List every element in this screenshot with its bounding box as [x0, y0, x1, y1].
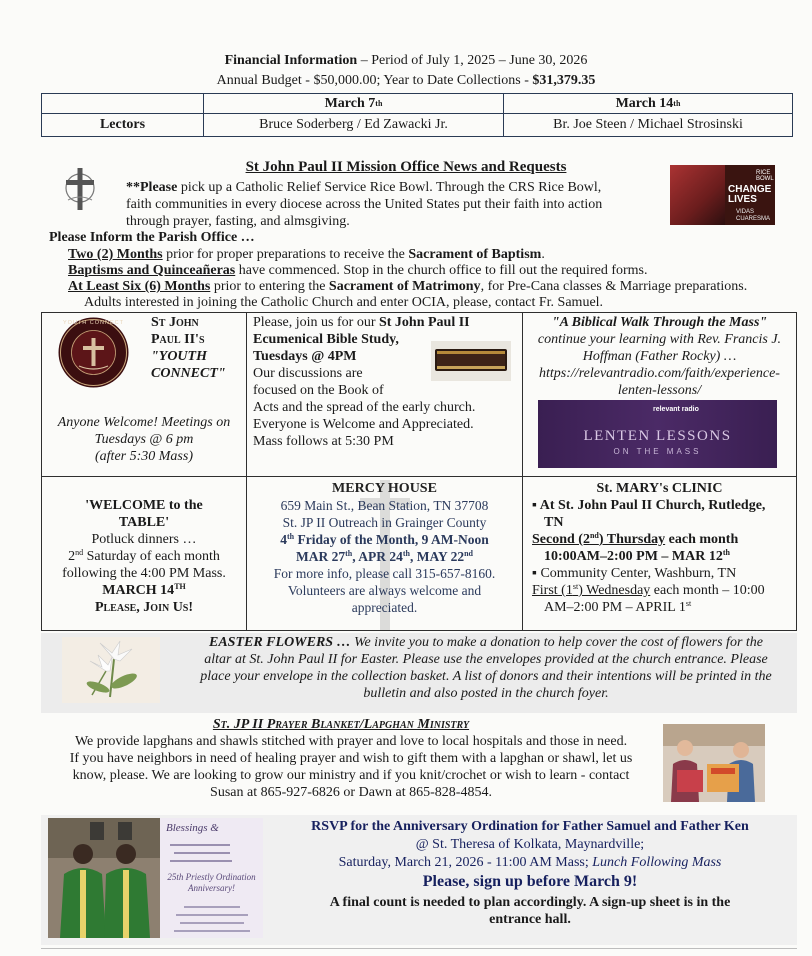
bible-study-line5: focused on the Book of: [253, 383, 384, 398]
welcome-table-line3: Potluck dinners …: [91, 532, 197, 547]
inform-parish-heading: Please Inform the Parish Office …: [49, 230, 255, 245]
relevant-radio-logo: relevant radio: [653, 406, 699, 413]
blanket-ministry-line4: Susan at 865-927-6826 or Dawn at 865-828-4854.: [210, 785, 492, 800]
welcome-table-join: Please, Join Us!: [94, 600, 194, 615]
clinic-location2: ▪ Community Center, Washburn, TN: [532, 566, 737, 581]
youth-title-3: "YOUTH: [151, 349, 207, 364]
rice-bowl-slogan-es: VIDAS CUARESMA: [736, 209, 771, 222]
lenten-lessons-subtitle: ON THE MASS: [613, 447, 702, 456]
blanket-ministry-line1: We provide lapghans and shawls stitched with prayer and love to local hospitals and those in need.: [74, 734, 628, 749]
lenten-lessons-title: LENTEN LESSONS: [583, 428, 732, 444]
lectors-names-date2: Br. Joe Steen / Michael Strosinski: [553, 117, 743, 132]
rsvp-date: Saturday, March 21, 2026 - 11:00 AM Mass; Lunch Following Mass: [338, 855, 722, 870]
page-bottom-rule: [41, 948, 797, 949]
matrimony-notice: At Least Six (6) Months prior to entering the Sacrament of Matrimony, for Pre-Cana classes & Marriage preparations.: [68, 279, 748, 294]
youth-title-1: St John: [151, 315, 199, 330]
blanket-ministry-photo: [663, 724, 765, 802]
grid-line-mid: [41, 476, 797, 477]
blanket-ministry-line3: know, please. We are looking to grow our ministry and if you knit/crochet or wish to learn - contact: [72, 768, 630, 783]
easter-flowers-line3: place your envelope in the collection basket. A list of donors and their intentions will be printed in the: [200, 669, 772, 684]
rice-bowl-logo: RICE BOWL: [756, 170, 774, 182]
rice-bowl-image: [670, 165, 775, 225]
anniversary-card-title: 25th Priestly Ordination Anniversary!: [167, 872, 256, 893]
lectors-header-date2: March 14 th: [504, 94, 792, 114]
clinic-title: St. MARY's CLINIC: [596, 481, 723, 496]
easter-flowers-line2: altar at St. John Paul II for Easter. Please use the envelopes provided at the church entrance. Please: [204, 652, 768, 667]
anniversary-card-blessings: Blessings &: [166, 822, 219, 834]
welcome-table-title1: 'WELCOME to the: [85, 498, 203, 513]
welcome-table-date: MARCH 14TH: [102, 582, 186, 598]
lily-image: [62, 637, 160, 703]
bible-study-line3: Tuesdays @ 4PM: [253, 349, 357, 364]
lectors-header-date1: March 7 th: [204, 94, 504, 114]
mercy-house-address: 659 Main St., Bean Station, TN 37708: [280, 498, 489, 513]
youth-meetings-line2: Tuesdays @ 6 pm: [94, 432, 194, 447]
financial-info-line: [0, 53, 812, 69]
mercy-house-volunteers: Volunteers are always welcome and: [287, 583, 482, 598]
grid-line-top: [41, 312, 797, 313]
bible-study-line7: Everyone is Welcome and Appreciated.: [253, 417, 474, 432]
lectors-row-label: Lectors: [42, 114, 204, 136]
ocia-notice: Adults interested in joining the Catholic Church and enter OCIA, please, contact Fr. Samuel.: [84, 295, 604, 310]
welcome-table-title2: TABLE': [118, 515, 170, 530]
budget-line: [0, 73, 812, 89]
rsvp-location: @ St. Theresa of Kolkata, Maynardville;: [415, 837, 645, 852]
mercy-house-dates: MAR 27th, APR 24th, MAY 22nd: [295, 549, 474, 564]
biblical-walk-title: "A Biblical Walk Through the Mass": [551, 315, 768, 330]
lectors-header-empty: [42, 94, 204, 114]
clinic-location1: ▪ At St. John Paul II Church, Rutledge,: [532, 498, 766, 513]
anniversary-card-text-lines: [170, 842, 250, 864]
blanket-ministry-title: St. JP II Prayer Blanket/Lapghan Ministry: [212, 717, 470, 732]
priests-photo: [48, 818, 160, 938]
bible-study-line6: Acts and the spread of the early church.: [253, 400, 476, 415]
ytd-collections: $31,379.35: [532, 73, 596, 88]
grid-line-right: [796, 312, 797, 630]
rice-bowl-line2: faith communities in every diocese across the United States put their faith into action: [126, 197, 603, 212]
youth-connect-logo-text: YOUTH CONNECT: [63, 320, 124, 326]
financial-info-heading: Financial Information: [224, 53, 358, 68]
mercy-house-phone: For more info, please call 315-657-8160.: [273, 566, 496, 581]
youth-connect-logo: [57, 316, 130, 389]
bullet-icon: ▪: [532, 566, 541, 581]
blanket-ministry-line2: If you have neighbors in need of healing prayer and wish to gift them with a lapghan or shawl, let us: [69, 751, 633, 766]
biblical-walk-line3: Hoffman (Father Rocky) …: [582, 349, 737, 364]
mercy-house-schedule: 4th Friday of the Month, 9 AM-Noon: [280, 532, 489, 547]
anniversary-card: [160, 818, 263, 938]
mission-office-title: St John Paul II Mission Office News and Requests: [245, 159, 567, 175]
bullet-icon: ▪: [532, 498, 540, 513]
mercy-house-outreach: St. JP II Outreach in Grainger County: [282, 515, 487, 530]
welcome-table-line5: following the 4:00 PM Mass.: [62, 566, 226, 581]
mercy-house-appreciated: appreciated.: [351, 600, 418, 615]
grid-line-bottom: [41, 630, 797, 631]
bible-study-line2: Ecumenical Bible Study,: [253, 332, 399, 347]
baptism-notice: Two (2) Months prior for proper preparations to receive the Sacrament of Baptism.: [68, 247, 545, 262]
rsvp-signup-location: entrance hall.: [489, 912, 571, 927]
youth-meetings-line3: (after 5:30 Mass): [95, 449, 193, 464]
rice-bowl-line1: **Please pick up a Catholic Relief Service Rice Bowl. Through the CRS Rice Bowl,: [126, 180, 602, 195]
relevant-radio-link[interactable]: https://relevantradio.com/faith/experience-: [539, 366, 780, 381]
clinic-hours2: AM–2:00 PM – APRIL 1st: [544, 599, 692, 615]
youth-title-4: CONNECT": [151, 366, 226, 381]
bible-study-line1: Please, join us for our St John Paul II: [253, 315, 470, 330]
biblical-walk-line2: continue your learning with Rev. Francis J.: [537, 332, 782, 347]
lectors-table: [41, 93, 793, 137]
rsvp-final-count: A final count is needed to plan accordingly. A sign-up sheet is in the: [329, 895, 731, 910]
rsvp-title: RSVP for the Anniversary Ordination for Father Samuel and Father Ken: [311, 819, 749, 834]
welcome-table-line4: 2nd Saturday of each month: [68, 548, 220, 564]
clinic-schedule1: Second (2nd) Thursday each month: [532, 531, 739, 547]
clinic-location1-state: TN: [544, 515, 564, 530]
quinceanera-notice: Baptisms and Quinceañeras have commenced. Stop in the church office to fill out the required forms.: [68, 263, 648, 278]
easter-flowers-line1: EASTER FLOWERS … We invite you to make a donation to help cover the cost of flowers for the: [208, 635, 763, 650]
rice-bowl-photo: [670, 165, 725, 225]
clinic-hours1: 10:00AM–2:00 PM – MAR 12th: [544, 548, 730, 564]
rsvp-signup-deadline: Please, sign up before March 9!: [422, 873, 638, 890]
easter-flowers-line4: bulletin and also posted in the church foyer.: [363, 686, 609, 701]
bible-study-line4: Our discussions are: [253, 366, 363, 381]
bible-book-image: [431, 341, 511, 381]
cross-icon: [60, 166, 100, 212]
youth-title-2: Paul II's: [151, 332, 205, 347]
mercy-house-title: MERCY HOUSE: [332, 481, 437, 496]
financial-period: – Period of July 1, 2025 – June 30, 2026: [357, 53, 588, 68]
bible-study-line8: Mass follows at 5:30 PM: [253, 434, 394, 449]
anniversary-card-footer-lines: [170, 904, 254, 934]
rice-bowl-line3: through prayer, fasting, and almsgiving.: [126, 214, 350, 229]
rice-bowl-slogan: CHANGE LIVES: [728, 184, 772, 205]
lenten-lessons-banner: [538, 400, 777, 468]
youth-meetings-line1: Anyone Welcome! Meetings on: [57, 415, 231, 430]
lectors-names-date1: Bruce Soderberg / Ed Zawacki Jr.: [204, 114, 504, 136]
relevant-radio-link-cont[interactable]: lenten-lessons/: [617, 383, 702, 398]
budget-text: Annual Budget - $50,000.00; Year to Date Collections -: [216, 73, 533, 88]
clinic-schedule2: First (1st) Wednesday each month – 10:00: [532, 582, 765, 598]
